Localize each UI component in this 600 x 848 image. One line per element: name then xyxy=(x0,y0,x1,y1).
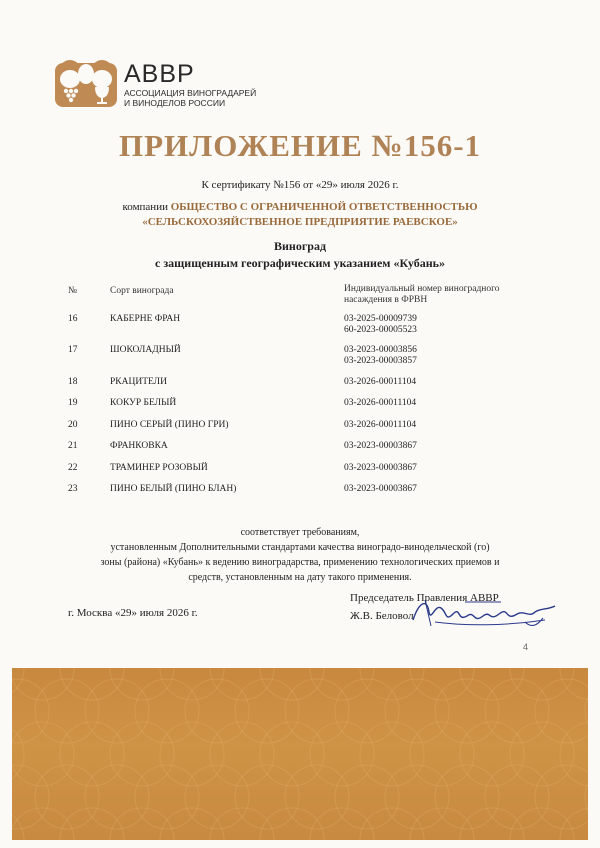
page-number: 4 xyxy=(523,642,529,652)
row-variety: ТРАМИНЕР РОЗОВЫЙ xyxy=(110,463,208,473)
product-block xyxy=(0,238,600,272)
logo-subtitle xyxy=(124,88,256,108)
reg-number-line: 03-2025-00009739 xyxy=(344,314,417,324)
row-variety: КОКУР БЕЛЫЙ xyxy=(110,398,177,408)
signatory-name: Ж.В. Беловол xyxy=(350,610,414,622)
logo-title: АВВР xyxy=(124,60,195,88)
conformity-line: зоны (района) «Кубань» к ведению виноградарства, применению технологических приемов и xyxy=(100,557,500,568)
page-title: ПРИЛОЖЕНИЕ №156-1 xyxy=(118,128,482,163)
pattern-ring xyxy=(535,679,588,743)
row-reg-number xyxy=(344,345,417,367)
row-reg-number xyxy=(344,377,416,388)
pattern-ring xyxy=(12,722,24,786)
reg-number-line: 60-2023-00005523 xyxy=(344,325,417,335)
row-num: 16 xyxy=(68,314,78,324)
reg-number-line: 03-2026-00011104 xyxy=(344,398,417,408)
place-date: г. Москва «29» июля 2026 г. xyxy=(68,607,198,619)
row-variety: ШОКОЛАДНЫЙ xyxy=(110,345,181,355)
product-designation: с защищенным географическим указанием «Кубань» xyxy=(155,256,445,270)
handwritten-signature xyxy=(405,592,560,632)
header-reg-number xyxy=(344,284,500,306)
company-name-line2: «СЕЛЬСКОХОЗЯЙСТВЕННОЕ ПРЕДПРИЯТИЕ РАЕВСКОЕ» xyxy=(142,216,458,228)
row-num: 18 xyxy=(68,377,78,387)
header-reg-line: насаждения в ФРВН xyxy=(344,295,428,305)
logo-subtitle-line: АССОЦИАЦИЯ ВИНОГРАДАРЕЙ xyxy=(124,88,257,98)
reg-number-line: 03-2026-00011104 xyxy=(344,420,417,430)
pattern-ring xyxy=(585,679,588,743)
conformity-line: соответствует требованиям, xyxy=(240,527,360,538)
row-reg-number xyxy=(344,398,416,409)
row-num: 19 xyxy=(68,398,78,408)
reg-number-line: 03-2023-00003867 xyxy=(344,463,417,473)
row-variety: ФРАНКОВКА xyxy=(110,441,168,451)
row-reg-number xyxy=(344,484,417,495)
product-name: Виноград xyxy=(273,239,327,253)
reg-number-line: 03-2023-00003856 xyxy=(344,345,417,355)
conformity-line: установленным Дополнительными стандартами качества виноградо-винодельческой (го) xyxy=(110,542,490,553)
conformity-line: средств, установленным на дату такого применения. xyxy=(188,572,412,583)
reg-number-line: 03-2026-00011104 xyxy=(344,377,417,387)
row-variety: КАБЕРНЕ ФРАН xyxy=(110,314,181,324)
row-variety: ПИНО СЕРЫЙ (ПИНО ГРИ) xyxy=(110,420,229,430)
row-reg-number xyxy=(344,420,416,431)
grapes-glass-icon xyxy=(55,57,117,107)
company-prefix: компании xyxy=(122,201,168,213)
logo-subtitle-line: И ВИНОДЕЛОВ РОССИИ xyxy=(124,98,226,108)
row-num: 23 xyxy=(68,484,78,494)
decorative-pattern xyxy=(12,668,588,840)
decorative-band xyxy=(12,668,588,840)
header-reg-line: Индивидуальный номер виноградного xyxy=(344,284,500,294)
signatory-title: Председатель Правления АВВР xyxy=(350,592,499,604)
row-num: 17 xyxy=(68,345,78,355)
row-num: 21 xyxy=(68,441,78,451)
conformity-statement xyxy=(60,525,540,585)
row-variety: РКАЦИТЕЛИ xyxy=(110,377,167,387)
row-num: 20 xyxy=(68,420,78,430)
company-name-line1: ОБЩЕСТВО С ОГРАНИЧЕННОЙ ОТВЕТСТВЕННОСТЬЮ xyxy=(170,201,478,213)
reg-number-line: 03-2023-00003867 xyxy=(344,484,417,494)
row-num: 22 xyxy=(68,463,78,473)
header-variety: Сорт винограда xyxy=(110,286,174,296)
certificate-reference: К сертификату №156 от «29» июля 2026 г. xyxy=(201,179,399,191)
row-reg-number xyxy=(344,441,417,452)
reg-number-line: 03-2023-00003867 xyxy=(344,441,417,451)
row-variety: ПИНО БЕЛЫЙ (ПИНО БЛАН) xyxy=(110,484,237,494)
pattern-ring xyxy=(535,765,588,829)
table-header xyxy=(68,282,538,306)
header-num: № xyxy=(68,286,78,296)
company-block xyxy=(0,200,600,230)
row-reg-number xyxy=(344,314,417,336)
reg-number-line: 03-2023-00003857 xyxy=(344,356,417,366)
pattern-ring xyxy=(585,765,588,829)
row-reg-number xyxy=(344,463,417,474)
